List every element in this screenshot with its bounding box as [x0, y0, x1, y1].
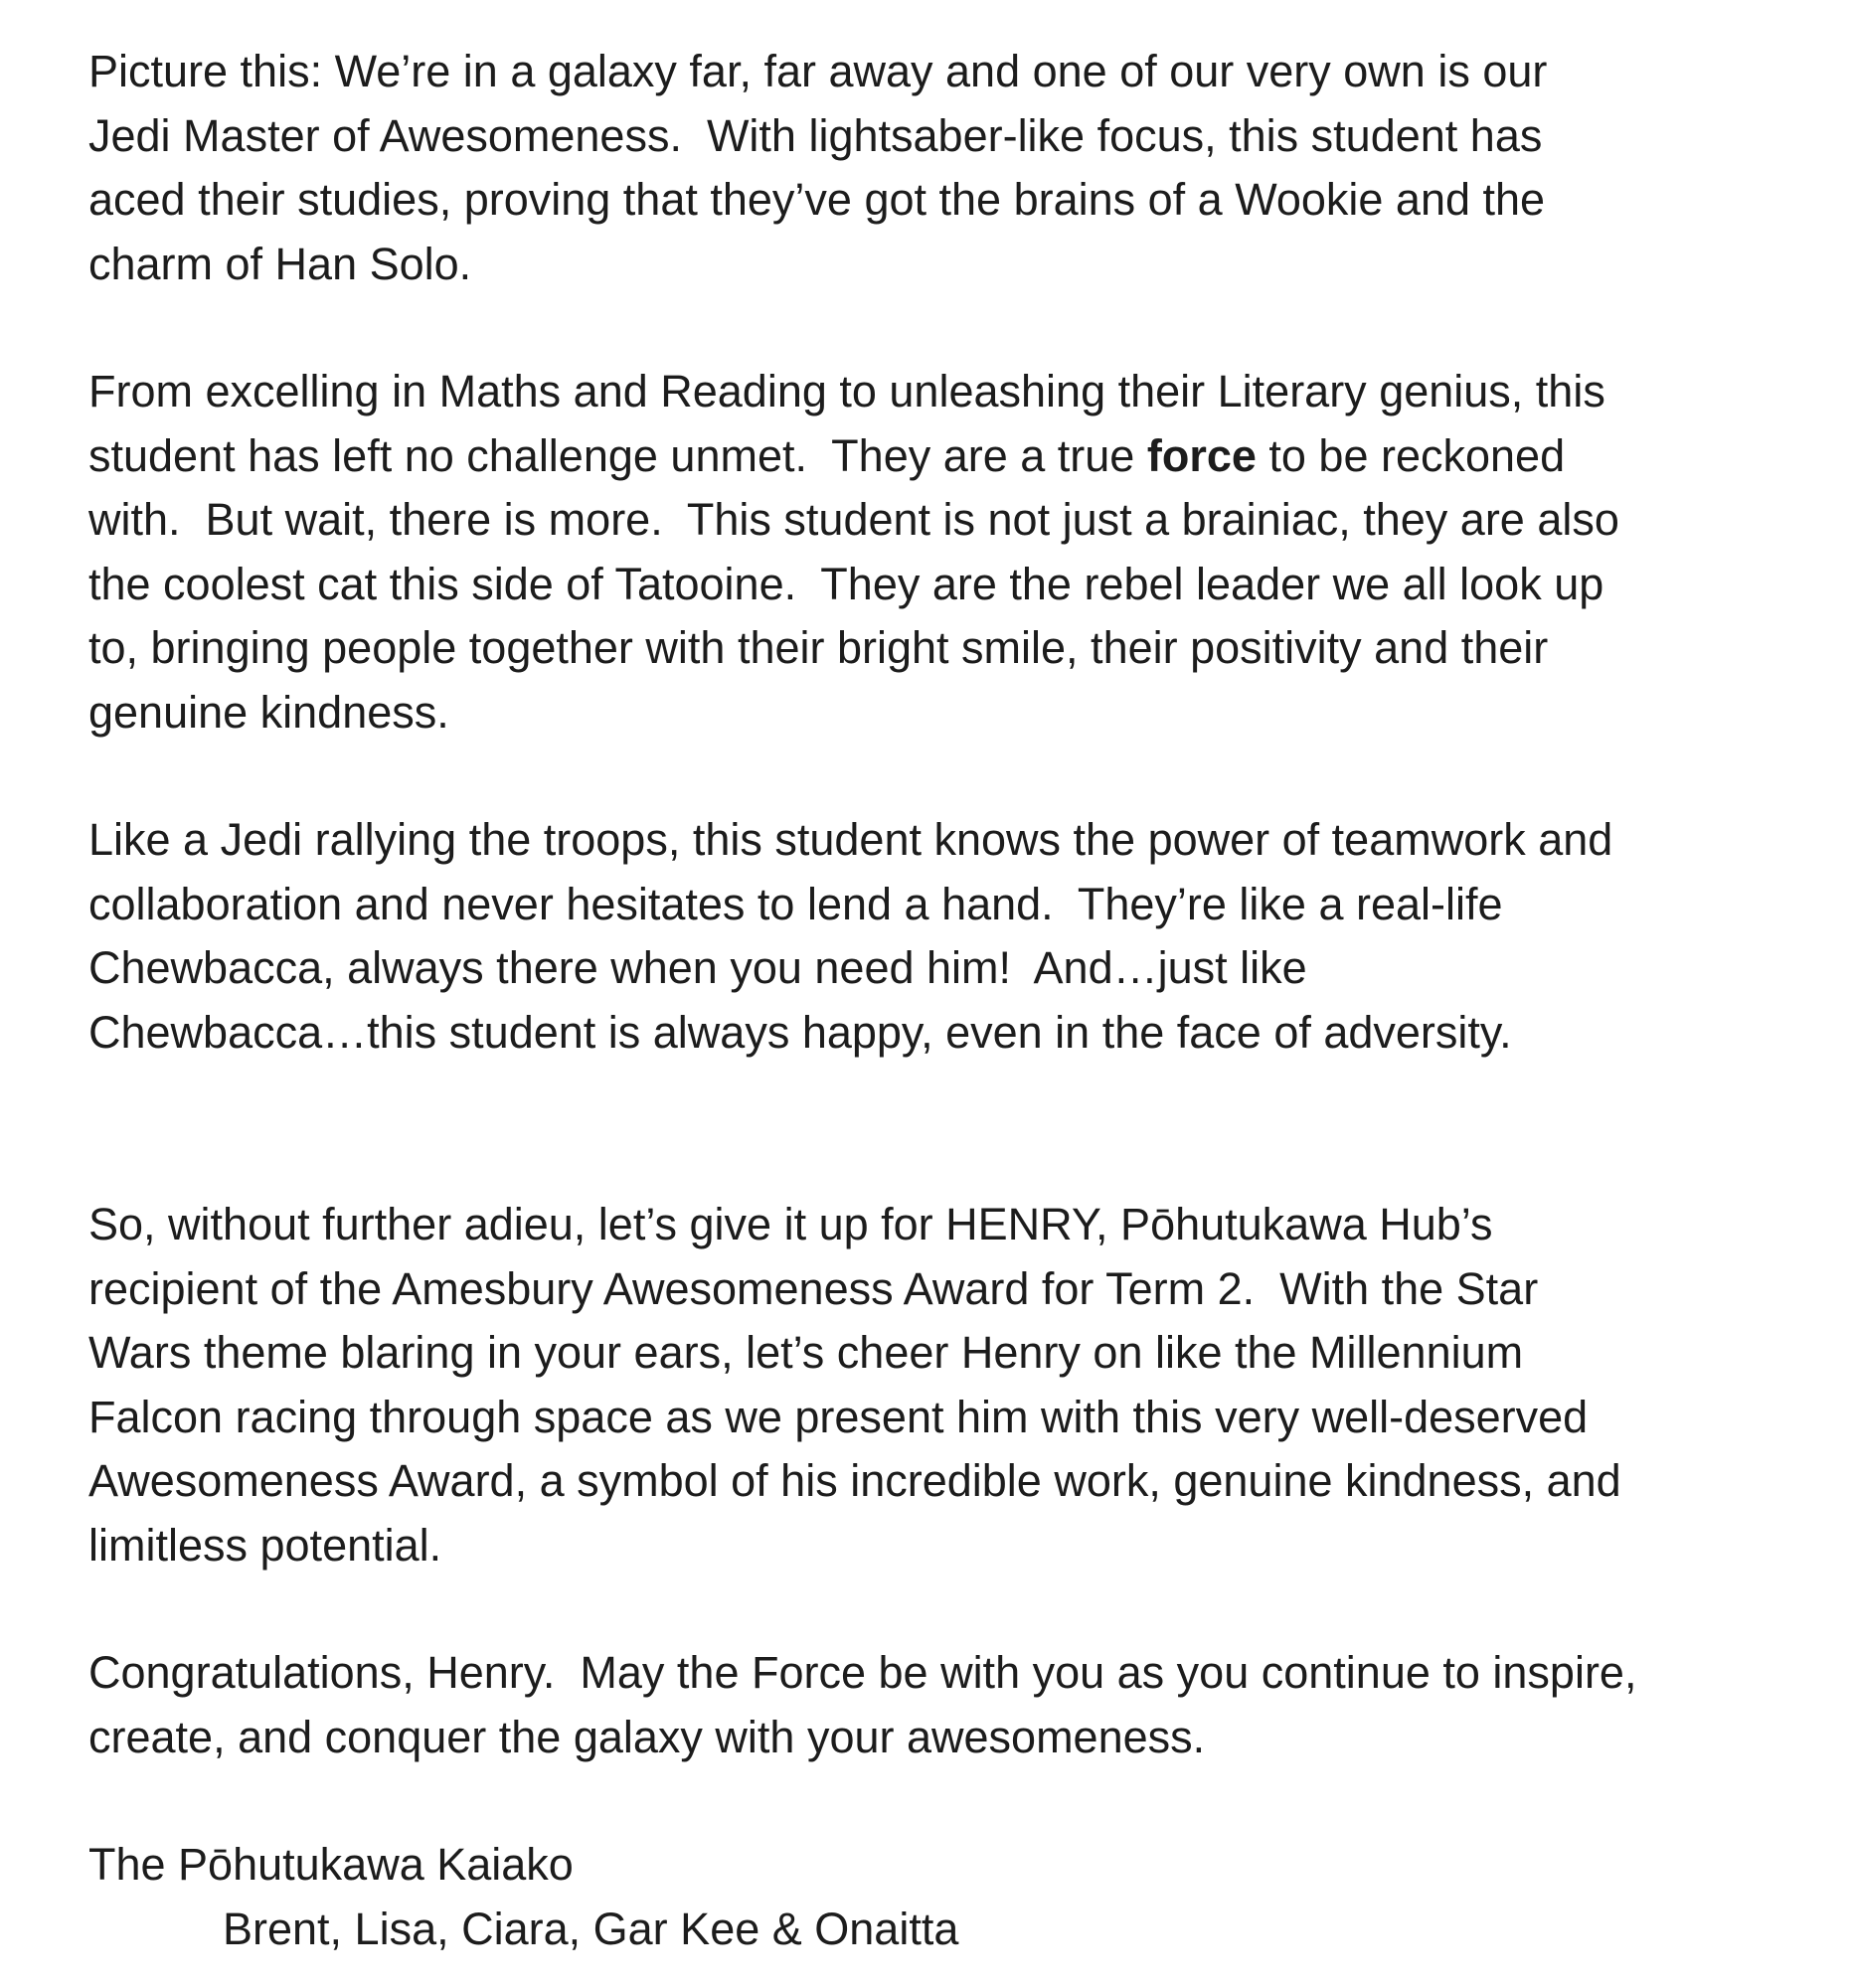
text-line: So, without further adieu, let’s give it up for HENRY, Pōhutukawa Hub’s	[88, 1199, 1493, 1249]
text-line: to, bringing people together with their bright smile, their positivity and their	[88, 622, 1549, 673]
paragraph-spacer	[88, 296, 1798, 360]
text-line	[88, 424, 1798, 489]
text-line: Chewbacca…this student is always happy, even in the face of adversity.	[88, 1006, 1512, 1058]
achievements-paragraph	[88, 360, 1798, 745]
text-line: Congratulations, Henry. May the Force be with you as you continue to inspire,	[88, 1647, 1637, 1698]
signature-title: The Pōhutukawa Kaiako	[88, 1839, 574, 1890]
text-line: Jedi Master of Awesomeness. With lightsaber-like focus, this student has	[88, 109, 1543, 161]
text-line: Like a Jedi rallying the troops, this student knows the power of teamwork and	[88, 814, 1613, 865]
text-line: Picture this: We’re in a galaxy far, far away and one of our very own is our	[88, 46, 1548, 96]
text-line: limitless potential.	[88, 1519, 442, 1571]
text-line: with. But wait, there is more. This student is not just a brainiac, they are also	[88, 494, 1619, 545]
text-line: aced their studies, proving that they’ve got the brains of a Wookie and the	[88, 174, 1546, 225]
text-segment: student has left no challenge unmet. They are a true	[88, 429, 1147, 481]
award-letter	[88, 40, 1798, 1961]
text-line: Falcon racing through space as we present him with this very well-deserved	[88, 1391, 1589, 1442]
signature-names: Brent, Lisa, Ciara, Gar Kee & Onaitta	[223, 1903, 959, 1954]
text-segment: to be reckoned	[1256, 429, 1566, 481]
announcement-paragraph	[88, 1193, 1798, 1577]
text-line: the coolest cat this side of Tatooine. They are the rebel leader we all look up	[88, 558, 1604, 609]
paragraph-spacer	[88, 1577, 1798, 1641]
text-line: recipient of the Amesbury Awesomeness Award for Term 2. With the Star	[88, 1262, 1539, 1314]
text-line: create, and conquer the galaxy with your awesomeness.	[88, 1711, 1206, 1762]
bold-word: force	[1146, 429, 1257, 481]
intro-paragraph	[88, 40, 1798, 296]
signature-block	[88, 1833, 1798, 1961]
text-line: charm of Han Solo.	[88, 238, 472, 289]
paragraph-spacer	[88, 1769, 1798, 1833]
teamwork-paragraph	[88, 808, 1798, 1065]
paragraph-spacer	[88, 1065, 1798, 1193]
paragraph-spacer	[88, 745, 1798, 808]
text-line: Chewbacca, always there when you need him! And…just like	[88, 942, 1307, 993]
text-line: collaboration and never hesitates to lend a hand. They’re like a real-life	[88, 878, 1503, 929]
text-line: Wars theme blaring in your ears, let’s cheer Henry on like the Millennium	[88, 1327, 1524, 1378]
text-line: genuine kindness.	[88, 686, 449, 738]
text-line: From excelling in Maths and Reading to unleashing their Literary genius, this	[88, 366, 1605, 416]
congratulations-paragraph	[88, 1641, 1798, 1769]
text-line: Awesomeness Award, a symbol of his incredible work, genuine kindness, and	[88, 1455, 1621, 1506]
